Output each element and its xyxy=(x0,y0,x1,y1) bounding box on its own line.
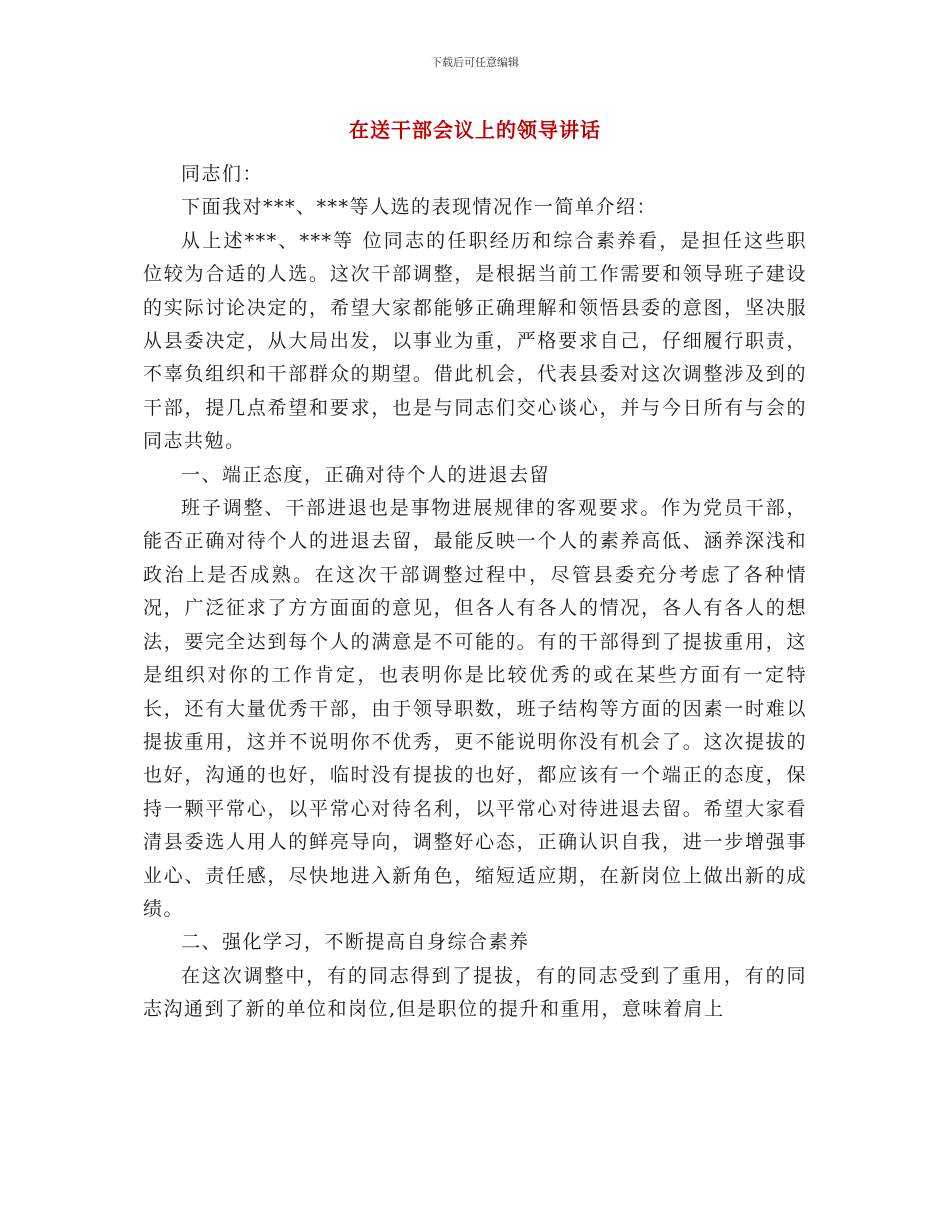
header-note: 下载后可任意编辑 xyxy=(431,56,519,69)
document-title: 在送干部会议上的领导讲话 xyxy=(349,118,601,142)
body-paragraph: 班子调整、干部进退也是事物进展规律的客观要求。作为党员干部，能否正确对待个人的进退去留，最能反映一个人的素养高低、涵养深浅和政治上是否成熟。在这次干部调整过程中，尽管县委充分考虑了各种情况，广泛征求了方方面面的意见，但各人有各人的情况，各人有各人的想法，要完全达到每个人的满意是不可能的。有的干部得到了提拔重用，这是组织对你的工作肯定，也表明你是比较优秀的或在某些方面有一定特长，还有大量优秀干部，由于领导职数，班子结构等方面的因素一时难以提拔重用，这并不说明你不优秀，更不能说明你没有机会了。这次提拔的也好，沟通的也好，临时没有提拔的也好，都应该有一个端正的态度，保持一颗平常心，以平常心对待名利，以平常心对待进退去留。希望大家看清县委选人用人的鲜亮导向，调整好心态，正确认识自我，进一步增强事业心、责任感，尽快地进入新角色，缩短适应期，在新岗位上做出新的成绩。 xyxy=(143,497,807,920)
salutation-paragraph: 同志们： xyxy=(181,163,264,185)
body-paragraph: 在这次调整中，有的同志得到了提拔，有的同志受到了重用，有的同志沟通到了新的单位和岗位,但是职位的提升和重用，意味着肩上 xyxy=(143,964,807,1021)
section-heading-2: 二、强化学习，不断提高自身综合素养 xyxy=(181,931,530,954)
document-body xyxy=(143,158,807,1027)
intro-paragraph: 下面我对***、***等人选的表现情况作一简单介绍： xyxy=(181,196,658,219)
section-heading-1: 一、端正态度，正确对待个人的进退去留 xyxy=(181,463,551,486)
body-paragraph: 从上述***、***等 位同志的任职经历和综合素养看，是担任这些职位较为合适的人选。这次干部调整，是根据当前工作需要和领导班子建设的实际讨论决定的，希望大家都能够正确理解和领悟县委的意图，坚决服从县委决定，从大局出发，以事业为重，严格要求自己，仔细履行职责，不辜负组织和干部群众的期望。借此机会，代表县委对这次调整涉及到的干部，提几点希望和要求，也是与同志们交心谈心，并与今日所有与会的同志共勉。 xyxy=(143,229,807,453)
